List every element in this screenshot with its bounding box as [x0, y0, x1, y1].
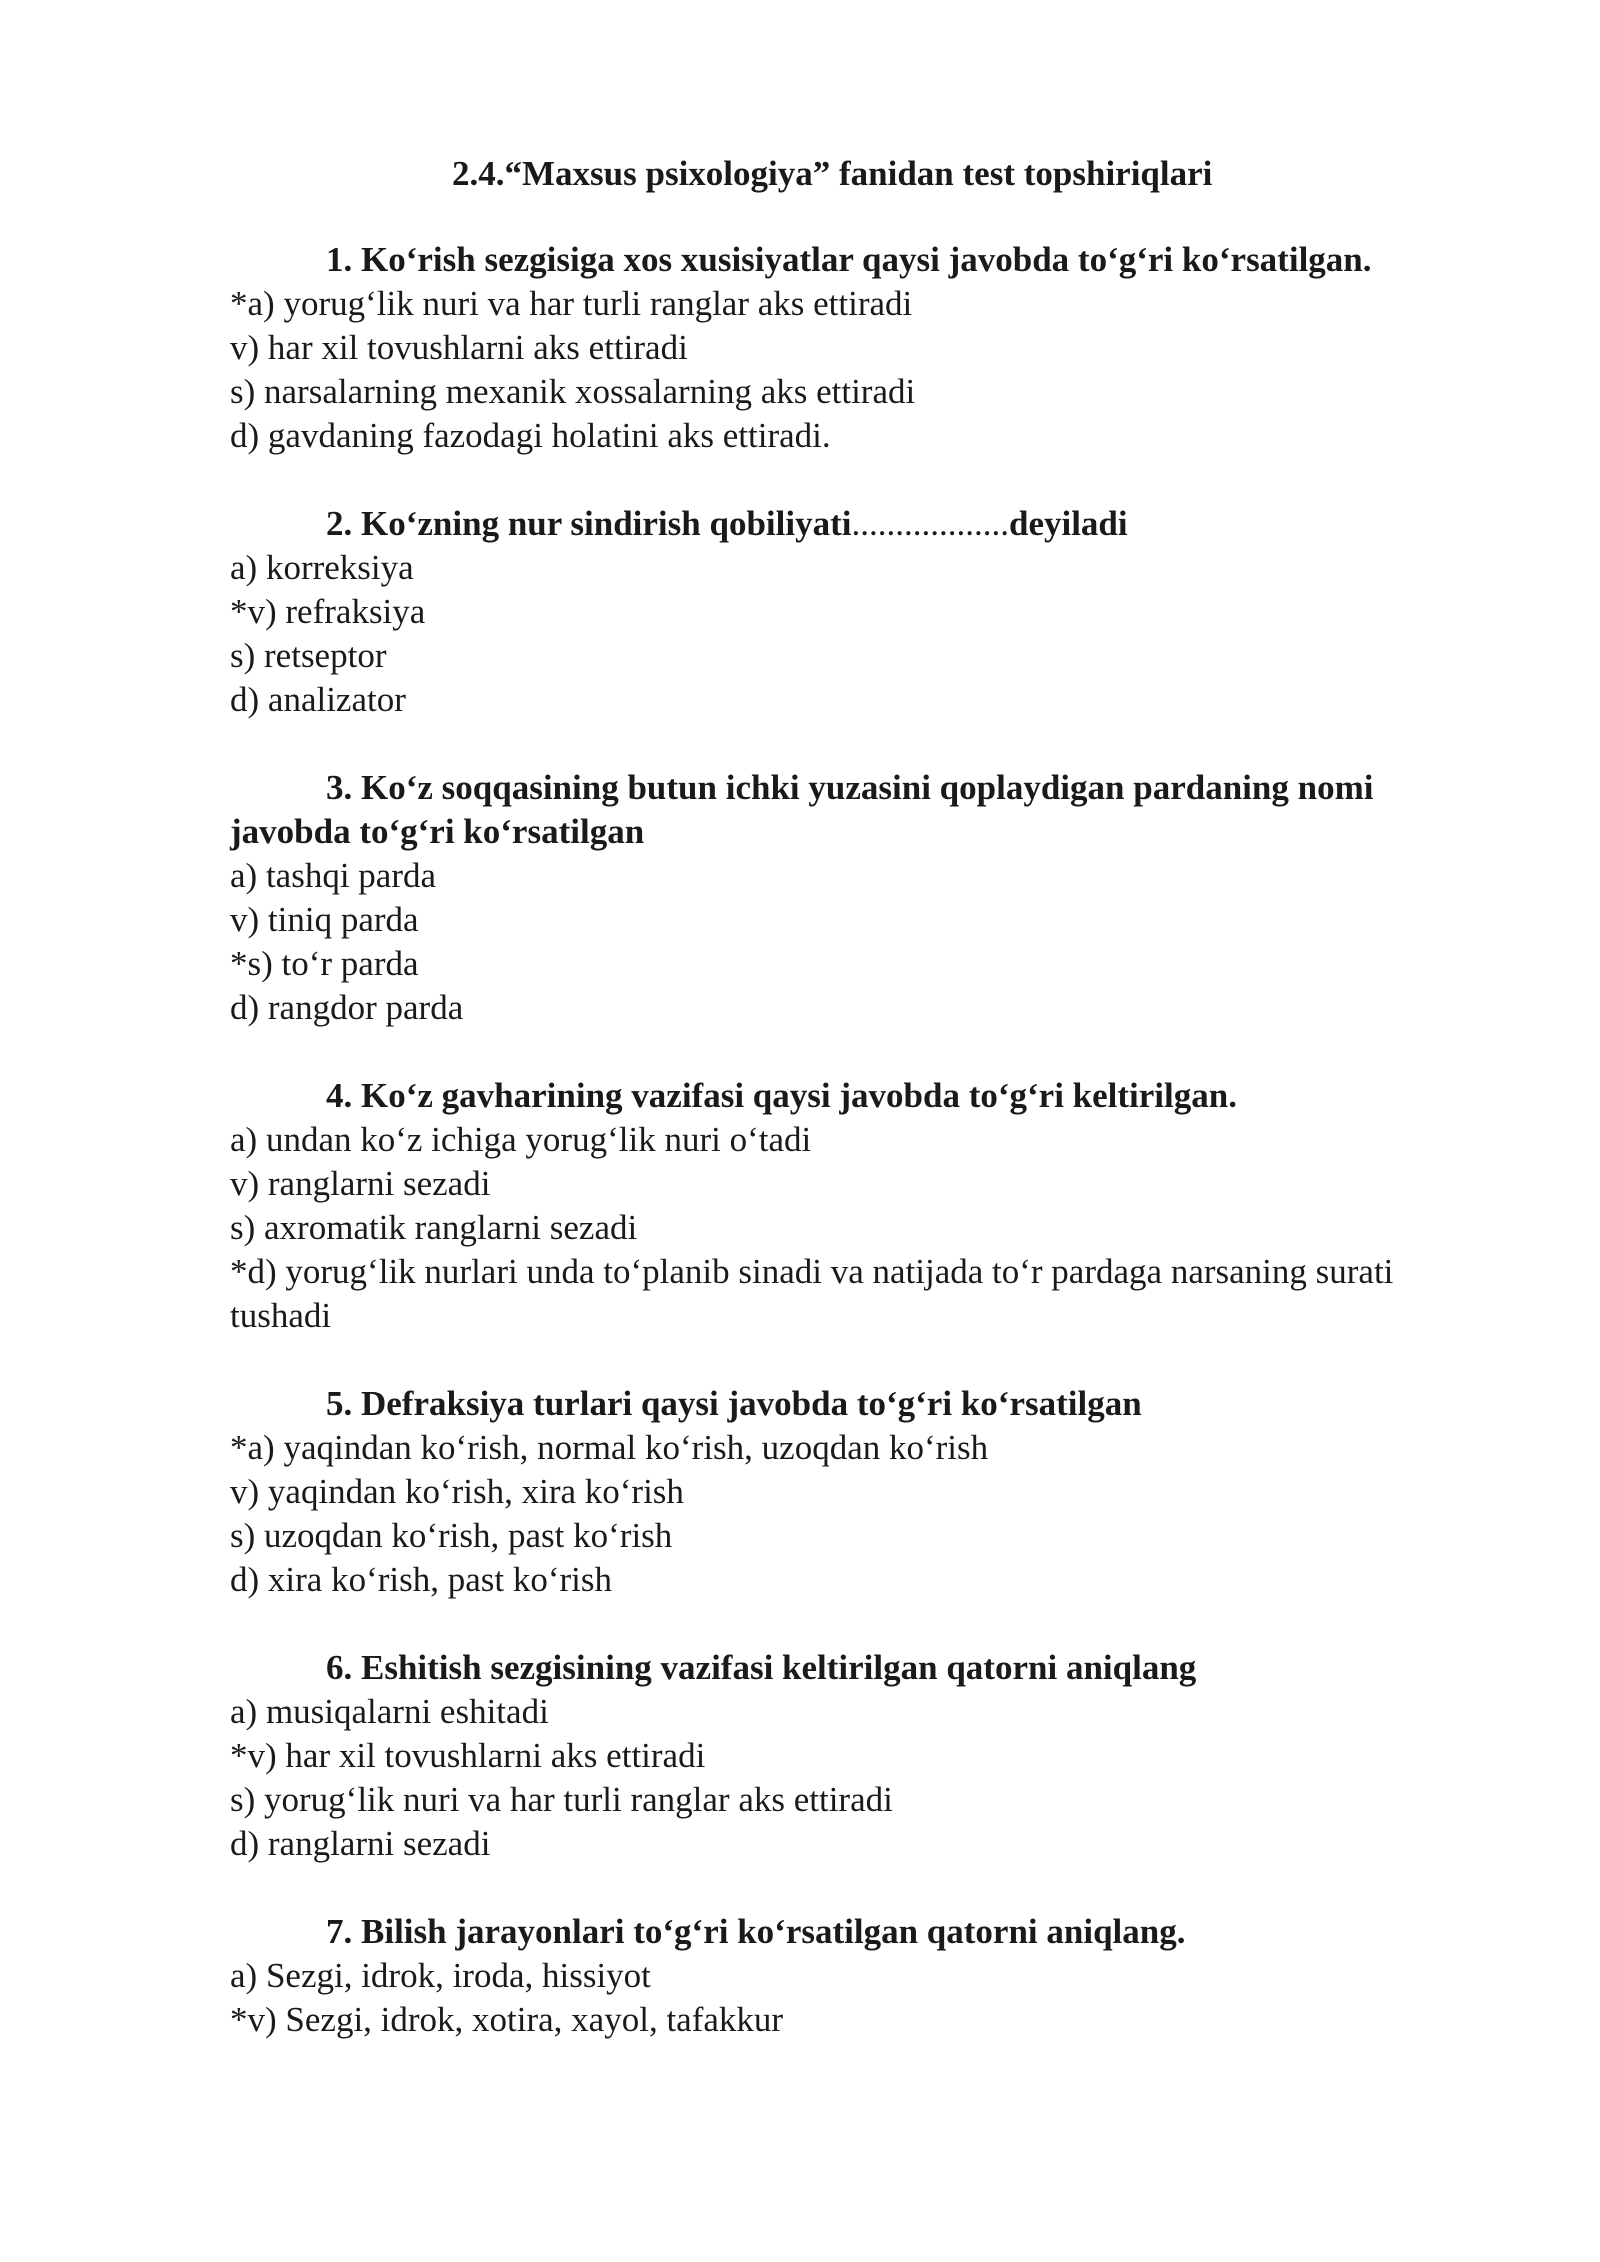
- answer-option: d) xira ko‘rish, past ko‘rish: [230, 1560, 613, 1599]
- answer-options: [230, 854, 1400, 1030]
- answer-option: d) gavdaning fazodagi holatini aks ettiradi.: [230, 416, 831, 455]
- answer-options: [230, 1118, 1400, 1338]
- answer-option: a) Sezgi, idrok, iroda, hissiyot: [230, 1956, 651, 1995]
- question-text-start: 2. Ko‘zning nur sindirish qobiliyati: [326, 504, 852, 543]
- answer-option: *v) Sezgi, idrok, xotira, xayol, tafakkur: [230, 2000, 784, 2039]
- answer-options: [230, 1954, 1400, 2042]
- answer-option: v) ranglarni sezadi: [230, 1164, 491, 1203]
- answer-option: a) undan ko‘z ichiga yorug‘lik nuri o‘tadi: [230, 1120, 812, 1159]
- answer-option: a) korreksiya: [230, 548, 414, 587]
- blank-dots: ..................: [851, 504, 1009, 543]
- question-text-end: deyiladi: [1008, 504, 1128, 543]
- question-text: 6. Eshitish sezgisining vazifasi keltirilgan qatorni aniqlang: [326, 1648, 1197, 1687]
- answer-option: s) axromatik ranglarni sezadi: [230, 1208, 638, 1247]
- answer-option: *d) yorug‘lik nurlari unda to‘planib sinadi va natijada to‘r pardaga narsaning surati tushadi: [230, 1252, 1394, 1335]
- question-text: 4. Ko‘z gavharining vazifasi qaysi javobda to‘g‘ri keltirilgan.: [326, 1076, 1237, 1115]
- question-text: 7. Bilish jarayonlari to‘g‘ri ko‘rsatilgan qatorni aniqlang.: [326, 1912, 1186, 1951]
- question-text: 5. Defraksiya turlari qaysi javobda to‘g‘ri ko‘rsatilgan: [326, 1384, 1142, 1423]
- answer-option: a) musiqalarni eshitadi: [230, 1692, 549, 1731]
- question-5: [230, 1382, 1400, 1602]
- answer-option: a) tashqi parda: [230, 856, 437, 895]
- question-text: 1. Ko‘rish sezgisiga xos xusisiyatlar qaysi javobda to‘g‘ri ko‘rsatilgan.: [326, 240, 1372, 279]
- answer-option: d) analizator: [230, 680, 406, 719]
- answer-option: *s) to‘r parda: [230, 944, 419, 983]
- answer-options: [230, 1690, 1400, 1866]
- question-2: [230, 502, 1400, 722]
- question-6: [230, 1646, 1400, 1866]
- answer-option: d) rangdor parda: [230, 988, 464, 1027]
- answer-option: v) tiniq parda: [230, 900, 419, 939]
- answer-option: v) yaqindan ko‘rish, xira ko‘rish: [230, 1472, 684, 1511]
- question-text: [230, 502, 1400, 546]
- answer-option: s) uzoqdan ko‘rish, past ko‘rish: [230, 1516, 673, 1555]
- answer-option: *v) refraksiya: [230, 592, 426, 631]
- answer-option: d) ranglarni sezadi: [230, 1824, 491, 1863]
- answer-option: s) retseptor: [230, 636, 387, 675]
- answer-option: s) yorug‘lik nuri va har turli ranglar aks ettiradi: [230, 1780, 893, 1819]
- answer-options: [230, 546, 1400, 722]
- answer-option: *v) har xil tovushlarni aks ettiradi: [230, 1736, 706, 1775]
- document-title: 2.4.“Maxsus psixologiya” fanidan test topshiriqlari: [452, 154, 1213, 193]
- answer-option: *a) yaqindan ko‘rish, normal ko‘rish, uzoqdan ko‘rish: [230, 1428, 989, 1467]
- question-3: [230, 766, 1400, 1030]
- answer-option: s) narsalarning mexanik xossalarning aks ettiradi: [230, 372, 916, 411]
- document-body: [230, 152, 1400, 2086]
- question-1: [230, 238, 1400, 458]
- question-4: [230, 1074, 1400, 1338]
- answer-option: *a) yorug‘lik nuri va har turli ranglar aks ettiradi: [230, 284, 913, 323]
- answer-options: [230, 282, 1400, 458]
- answer-option: v) har xil tovushlarni aks ettiradi: [230, 328, 688, 367]
- answer-options: [230, 1426, 1400, 1602]
- question-7: [230, 1910, 1400, 2042]
- question-text: 3. Ko‘z soqqasining butun ichki yuzasini qoplaydigan pardaning nomi javobda to‘g‘ri ko‘rsatilgan: [230, 768, 1374, 851]
